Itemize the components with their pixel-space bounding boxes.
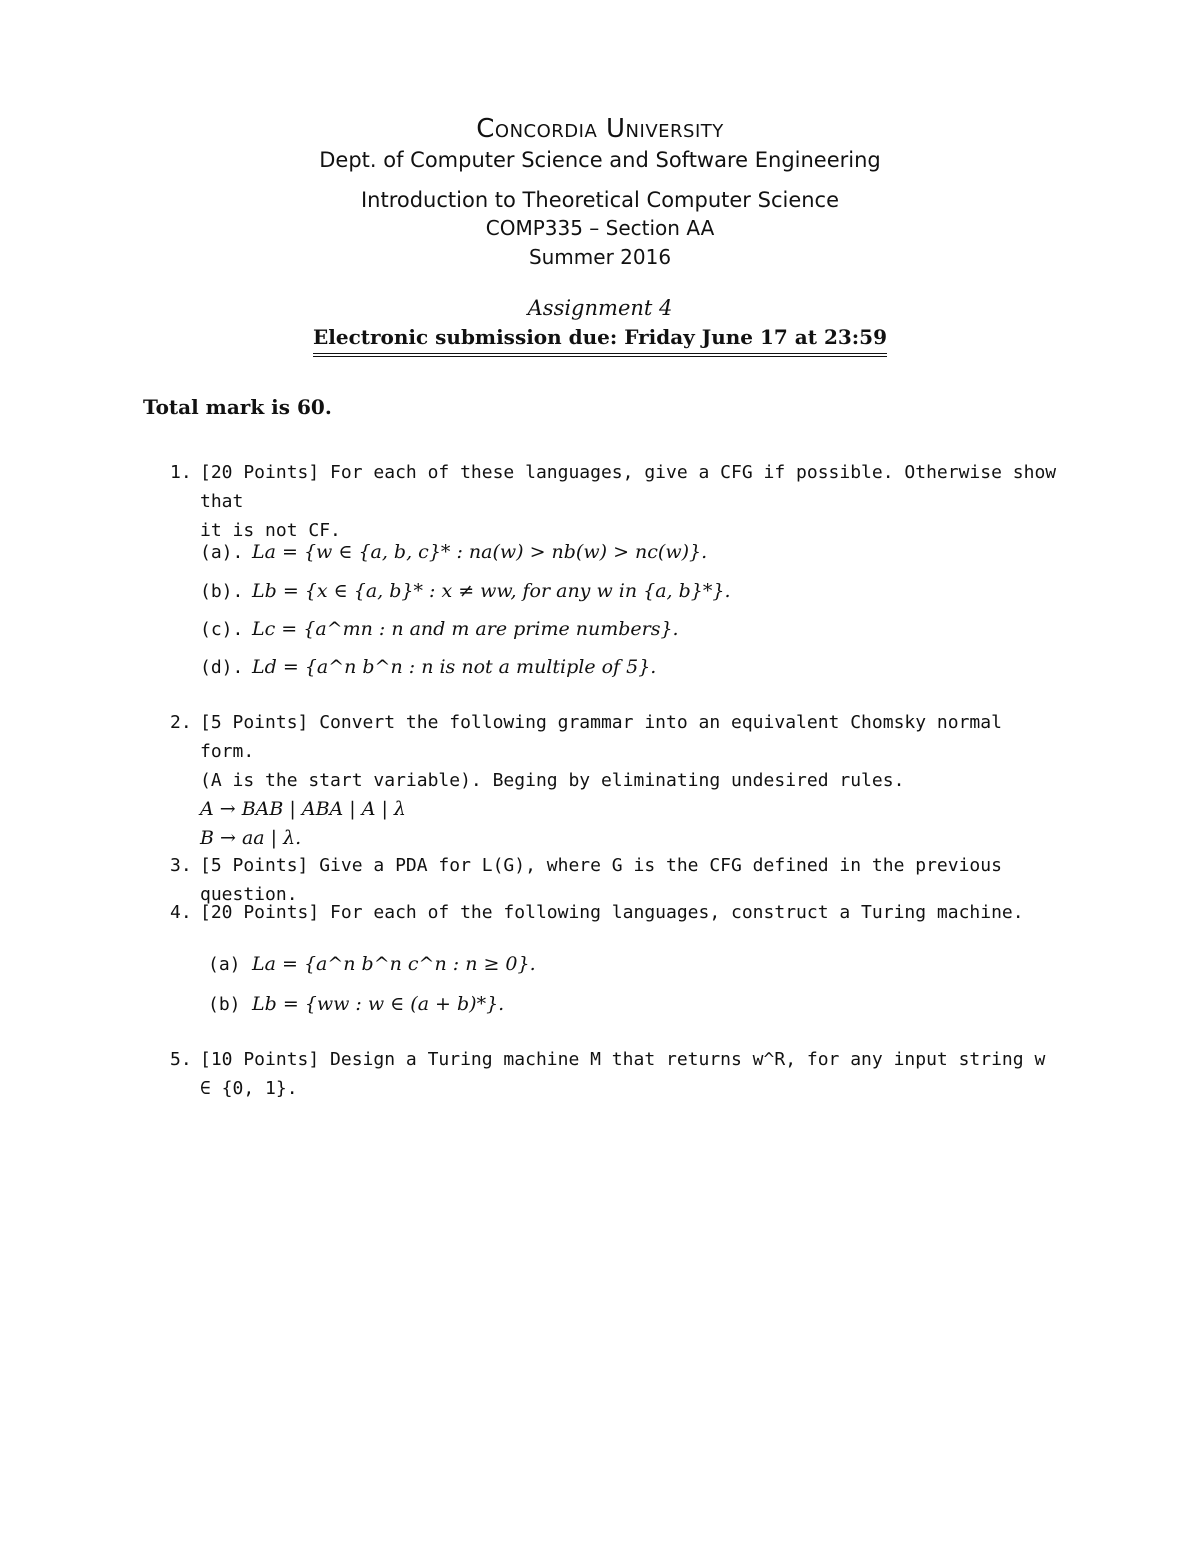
part-text: Ld = {a^n b^n : n is not a multiple of 5}. [252, 656, 657, 678]
question-text-line: (A is the start variable). Beging by eliminating undesired rules. [200, 770, 905, 791]
question-2 [170, 708, 1065, 853]
due-date: Electronic submission due: Friday June 17 at 23:59 [313, 325, 887, 357]
part-label: (b). [200, 581, 244, 602]
question-text-line: [20 Points] For each of these languages, give a CFG if possible. Otherwise show that [200, 462, 1057, 512]
question-number: 2. [170, 712, 192, 733]
question-number: 5. [170, 1049, 192, 1070]
question-number: 3. [170, 855, 192, 876]
part-label: (a) [208, 954, 241, 975]
course-section: COMP335 – Section AA [485, 216, 715, 240]
course-title: Introduction to Theoretical Computer Science [360, 188, 840, 212]
university-name: Concordia University [476, 114, 724, 144]
due-date-wrapper [0, 325, 1200, 357]
part-text: Lb = {x ∈ {a, b}* : x ≠ ww, for any w in {a, b}*}. [252, 580, 731, 602]
part-text: La = {a^n b^n c^n : n ≥ 0}. [252, 953, 536, 975]
grammar-rule: A → BAB | ABA | A | λ [200, 798, 406, 820]
question-number: 1. [170, 462, 192, 483]
question-1-part-d [200, 656, 656, 678]
total-mark: Total mark is 60. [143, 395, 332, 419]
question-1 [170, 458, 1065, 545]
part-text: La = {w ∈ {a, b, c}* : na(w) > nb(w) > nc(w)}. [252, 541, 708, 563]
question-1-part-b [200, 580, 730, 602]
part-text: Lb = {ww : w ∈ (a + b)*}. [252, 993, 505, 1015]
part-text: Lc = {a^mn : n and m are prime numbers}. [252, 618, 679, 640]
question-text-line: [20 Points] For each of the following languages, construct a Turing machine. [200, 902, 1024, 923]
part-label: (b) [208, 994, 241, 1015]
question-4-part-a [208, 953, 536, 975]
question-5 [170, 1045, 1065, 1103]
term: Summer 2016 [528, 245, 672, 269]
part-label: (c). [200, 619, 244, 640]
grammar-rule: B → aa | λ. [200, 827, 302, 849]
question-text-line: it is not CF. [200, 520, 341, 541]
question-text-line: [5 Points] Give a PDA for L(G), where G is the CFG defined in the previous question. [200, 855, 1002, 905]
assignment-title: Assignment 4 [527, 296, 673, 320]
question-1-part-a [200, 541, 707, 563]
question-text-line: [10 Points] Design a Turing machine M that returns w^R, for any input string w ∈ {0, 1}. [200, 1049, 1046, 1099]
question-4-part-b [208, 993, 504, 1015]
question-number: 4. [170, 902, 192, 923]
department-name: Dept. of Computer Science and Software Engineering [319, 148, 881, 172]
question-4 [170, 898, 1065, 927]
question-1-part-c [200, 618, 679, 640]
question-text-line: [5 Points] Convert the following grammar into an equivalent Chomsky normal form. [200, 712, 1002, 762]
part-label: (a). [200, 542, 244, 563]
part-label: (d). [200, 657, 244, 678]
